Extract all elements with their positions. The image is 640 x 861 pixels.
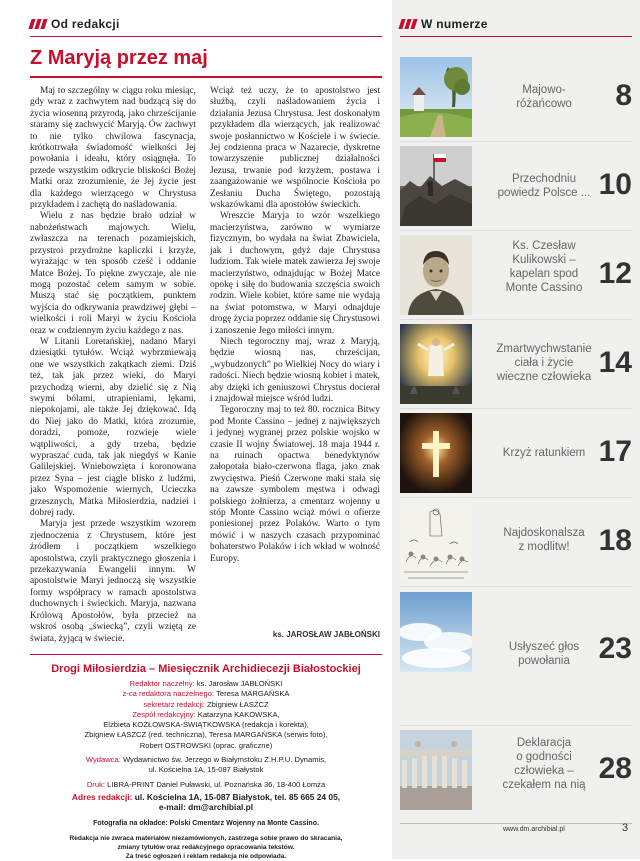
- editorial-address: Adres redakcji: ul. Kościelna 1A, 15-087 Białystok, tel. 85 665 24 05,: [71, 791, 341, 802]
- toc-title: Deklaracja o godności człowieka – czekałem na nią: [502, 737, 586, 791]
- contents-header-rule: [400, 36, 632, 37]
- toc-item[interactable]: [400, 57, 632, 137]
- toc-divider: [400, 408, 632, 409]
- imprint-line: Redaktor naczelny: ks. Jarosław JABŁOŃSKI: [129, 679, 283, 688]
- toc-page-number: 14: [598, 346, 632, 379]
- toc-divider: [400, 141, 632, 142]
- toc-item[interactable]: [400, 235, 632, 315]
- article-column-2: [210, 86, 380, 565]
- toc-divider: [400, 319, 632, 320]
- toc-title: Krzyż ratunkiem: [502, 447, 586, 459]
- roadside-shrine-photo: [400, 57, 472, 137]
- editorial-header-rule: [30, 36, 382, 37]
- toc-title: Majowo- różańcowo: [516, 84, 572, 110]
- imprint-title: Drogi Miłosierdzia – Miesięcznik Archidiecezji Białostockiej: [51, 663, 361, 675]
- author-signature: ks. JAROSŁAW JABŁOŃSKI: [272, 630, 380, 639]
- imprint-line: sekretarz redakcji: Zbigniew ŁASZCZ: [143, 699, 269, 709]
- chaplain-portrait-photo: [400, 235, 472, 315]
- editorial-email[interactable]: e-mail: dm@archibial.pl: [158, 802, 254, 813]
- article-paragraph: W Litanii Loretańskiej, nadano Maryi dziesiątki tytułów. Wciąż wybrzmiewają one we wszystkich zakątkach ziemi. Dziś też, tak jak przez wieki, do Maryi przychodzą wierni, aby dzielić się z Nią swymi bólami, utrapieniami, lękami, niepokojami, ale także Jej dziękować. Idą do Niej jako do Matki, która zrozumie, doradzi, pomoże, rozwieje wiele wątpliwości, a gdy trzeba, będzie wypraszać cuda, tak jak niegdyś w Kanie Galilejskiej. Wniebowzięta i koronowana przez Syna – jest ciągle blisko z ludźmi, jako Wspomożenie wiernych, Ucieczka grzesznych, Matka Miłosierdzia, nadziei i dobrej rady.: [30, 336, 196, 519]
- toc-page-number: 23: [598, 632, 632, 665]
- sky-clouds-photo: [400, 592, 472, 672]
- toc-title: Usłyszeć głos powołania: [508, 641, 580, 667]
- toc-page-number: 10: [598, 168, 632, 201]
- toc-item[interactable]: [400, 413, 632, 493]
- editorial-section-header: [30, 17, 120, 31]
- toc-divider: [400, 586, 632, 587]
- toc-item[interactable]: [400, 146, 632, 226]
- publisher-line: Wydawca: Wydawnictwo św. Jerzego w Białymstoku Z.H.P.U. Dynamis,: [85, 755, 327, 765]
- page-number: 3: [622, 822, 629, 834]
- toc-title: Najdoskonalsza z modlitw!: [503, 527, 585, 553]
- red-slashes-icon: [30, 19, 46, 29]
- editorial-section-label: Od redakcji: [51, 17, 120, 31]
- article-column-1: [30, 86, 196, 645]
- toc-item[interactable]: [400, 324, 632, 404]
- toc-divider: [400, 725, 632, 726]
- glowing-cross-photo: [400, 413, 472, 493]
- imprint-line: z-ca redaktora naczelnego: Teresa MARGAŃSKA: [122, 689, 290, 699]
- toc-item[interactable]: [400, 730, 632, 810]
- imprint-line: Zbigniew ŁASZCZ (red. techniczna), Teresa MARGAŃSKA (serwis foto),: [84, 730, 328, 740]
- toc-divider: [400, 497, 632, 498]
- toc-title: Przechodniu powiedz Polsce ...: [497, 173, 591, 199]
- article-paragraph: Wciąż też uczy, że to apostolstwo jest służbą, czyli naśladowaniem życia i działania Jezusa Chrystusa. Jest doskonałym przykładem dla wierzących, jak realizować swoje posłannictwo w Kościele i w świecie. Jej codzienna praca w Nazarecie, dyskretne towarzyszenie publicznej działalności Jezusa, trwanie pod krzyżem, postawa i zaangażowanie we wspólnocie Kościoła po Zesłaniu Ducha Świętego, pozostają wskazówkami dla apostołów świeckich.: [210, 86, 380, 211]
- printer-line: Druk: LIBRA-PRINT Daniel Puławski, ul. Poznańska 36, 18-400 Łomża: [86, 779, 326, 789]
- publisher-address: ul. Kościelna 1A, 15-087 Białystok: [148, 765, 264, 775]
- sermon-engraving: [400, 502, 472, 582]
- monte-cassino-ruins-photo: [400, 146, 472, 226]
- toc-item[interactable]: [400, 632, 632, 720]
- toc-page-number: 18: [598, 524, 632, 557]
- toc-page-number: 28: [598, 752, 632, 785]
- toc-page-number: 12: [598, 257, 632, 290]
- article-paragraph: Niech tegoroczny maj, wraz z Maryją, będzie wiosną nas, chrześcijan, „wybudzonych” po Wielkiej Nocy do wiary i radości. Niech będzie wiosną kobiet i matek, aby dzięki ich geniuszowi Chrystus docierał i znajdował miejsce wśród ludzi.: [210, 336, 380, 404]
- vatican-colonnade-photo: [400, 730, 472, 810]
- article-paragraph: Wielu z nas będzie brało udział w nabożeństwach majowych. Wielu, zwłaszcza na terenach pozamiejskich, przystroi przydrożne kapliczki i krzyże, wyrażając w ten sposób cześć i oddanie Matce Bożej. To piękne zwyczaje, ale nie mogą pozostać celem samym w sobie. Muszą stać się początkiem, punktem wyjścia do odkrywania prawdziwej głębi – wielkości i roli Maryi w życiu Kościoła oraz w codziennym życiu każdego z nas.: [30, 211, 196, 336]
- contents-section-header: [400, 17, 488, 31]
- imprint-rule: [30, 654, 382, 655]
- toc-page-number: 17: [598, 435, 632, 468]
- article-paragraph: Tegoroczny maj to też 80. rocznica Bitwy pod Monte Cassino – jednej z największych i jedynej wygranej przez polskie wojsko w czasie II wojny Światowej. 18 maja 1944 r. na ruinach opactwa benedyktynów załopotała biało-czerwona flaga, jako znak zwycięstwa. Pieśń Czerwone maki stała się na zawsze symbolem męstwa i odwagi polskiego żołnierza, a cmentarz wojenny u stóp Monte Cassino wciąż mówi o ofierze poniesionej przez Polaków. Warto o tym mówić i w naszych czasach przypominać bohaterstwo Polaków i ich wkład w wolność Europy.: [210, 405, 380, 564]
- footer-url[interactable]: www.dm.archibial.pl: [503, 826, 565, 833]
- toc-divider: [400, 230, 632, 231]
- imprint-box: [30, 662, 382, 861]
- toc-page-number: 8: [615, 79, 632, 112]
- article-paragraph: Maj to szczególny w ciągu roku miesiąc, gdy wraz z zachwytem nad budzącą się do życia wiosenną przyrodą, jako chrześcijanie staramy się zachwycić Maryją. Ów zachwyt to nie tylko chwilowa fascynacja, krótkotrwała świadomość wielkości Jej powołania i ideału, który osiągnęła. To przede wszystkim odkrycie bliskości Bożej Matki oraz zrozumienie, że Jej życie jest dla każdego wierzącego w Chrystusa przykładem i zachętą do naśladowania.: [30, 86, 196, 211]
- imprint-line: Robert OSTROWSKI (oprac. graficzne): [139, 740, 273, 750]
- contents-section-label: W numerze: [421, 17, 488, 31]
- cover-photo-note: Fotografia na okładce: Polski Cmentarz Wojenny na Monte Cassino.: [93, 819, 319, 827]
- toc-title: Zmartwychwstanie ciała i życie wieczne człowieka: [496, 343, 592, 383]
- resurrection-painting: [400, 324, 472, 404]
- imprint-line: Elżbieta KOZŁOWSKA-ŚWIĄTKOWSKA (redakcja i korekta),: [103, 720, 309, 730]
- toc-item[interactable]: [400, 502, 632, 582]
- article-paragraph: Wreszcie Maryja to wzór wszelkiego macierzyństwa, zarówno w wymiarze fizycznym, bo wydała na świat Zbawiciela, jak i duchowym, gdyż daje Chrystusa ludziom. Tak wiele matek zawierza Jej swoje macierzyństwo, odnajdując w Bożej Matce opokę i siłę do budowania szczęścia swoich rodzin. Wiele kobiet, które same nie wydają na świat potomstwa, w Maryi odnajduje drogę życia poprzez oddanie się Chrystusowi i zanoszenie Jego miłości innym.: [210, 211, 380, 336]
- article-title: Z Maryją przez maj: [30, 47, 208, 69]
- toc-title: Ks. Czesław Kulikowski – kapelan spod Monte Cassino: [505, 240, 583, 294]
- title-rule: [30, 76, 382, 78]
- footer-rule: [400, 823, 632, 824]
- red-slashes-icon: [400, 19, 416, 29]
- article-paragraph: Maryja jest przede wszystkim wzorem zjednoczenia z Chrystusem, które jest źródłem i początkiem wszelkiego apostolstwa, czyli praktycznego głoszenia i przekazywania Ewangelii innym. W apostolstwie Maryi jednoczą się wszystkie formy współpracy w ramach apostolstwa duchownych i świeckich. Maryja, nazwana Królową Apostołów, była przecież na wskroś osobą „świecką”, czyli wziętą ze świata, żyjącą w świecie.: [30, 519, 196, 644]
- disclaimer: Redakcja nie zwraca materiałów niezamówionych, zastrzega sobie prawo do skracania, zmiany tytułów oraz redakcyjnego opracowania tekstów. Za treść ogłoszeń i reklam redakcja nie odpowiada.: [69, 834, 343, 860]
- imprint-line: Zespół redakcyjny: Katarzyna KAKOWSKA,: [132, 709, 280, 719]
